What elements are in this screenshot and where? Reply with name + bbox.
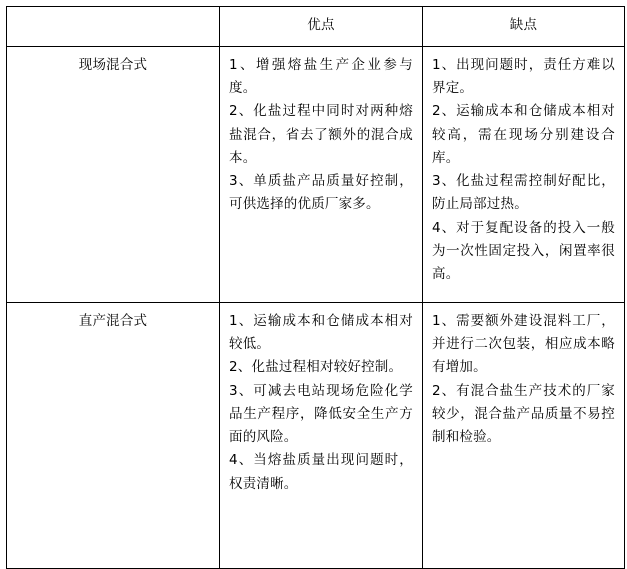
list-item: 2、化盐过程中同时对两种熔盐混合，省去了额外的混合成本。	[229, 103, 413, 166]
list-item: 3、可减去电站现场危险化学品生产程序，降低安全生产方面的风险。	[229, 382, 413, 446]
cell-onsite-advantages	[220, 47, 423, 303]
list-item: 1、需要额外建设混料工厂，并进行二次包装，相应成本略有增加。	[432, 313, 615, 376]
table-corner-cell	[7, 7, 220, 47]
row-header-direct-mixing: 直产混合式	[7, 303, 220, 569]
column-header-advantages: 优点	[220, 7, 423, 47]
list-item: 2、化盐过程相对较好控制。	[229, 359, 403, 376]
list-item: 1、出现问题时，责任方难以界定。	[432, 57, 615, 97]
list-item: 3、单质盐产品质量好控制，可供选择的优质厂家多。	[229, 173, 413, 213]
list-item: 4、对于复配设备的投入一般为一次性固定投入，闲置率很高。	[432, 219, 615, 282]
table-row	[7, 47, 625, 303]
table-body	[7, 47, 625, 569]
table-row	[7, 303, 625, 569]
table-header	[7, 7, 625, 47]
table-header-row	[7, 7, 625, 47]
list-item: 2、运输成本和仓储成本相对较高，需在现场分别建设合库。	[432, 103, 615, 166]
row-header-onsite-mixing: 现场混合式	[7, 47, 220, 303]
list-item: 1、增强熔盐生产企业参与度。	[229, 57, 413, 97]
cell-direct-disadvantages	[423, 303, 625, 569]
cell-onsite-disadvantages	[423, 47, 625, 303]
list-item: 2、有混合盐生产技术的厂家较少，混合盐产品质量不易控制和检验。	[432, 382, 615, 446]
comparison-table	[6, 6, 625, 569]
list-item: 3、化盐过程需控制好配比，防止局部过热。	[432, 173, 615, 213]
column-header-disadvantages: 缺点	[423, 7, 625, 47]
list-item: 1、运输成本和仓储成本相对较低。	[229, 313, 413, 353]
list-item: 4、当熔盐质量出现问题时，权责清晰。	[229, 452, 413, 492]
cell-direct-advantages	[220, 303, 423, 569]
